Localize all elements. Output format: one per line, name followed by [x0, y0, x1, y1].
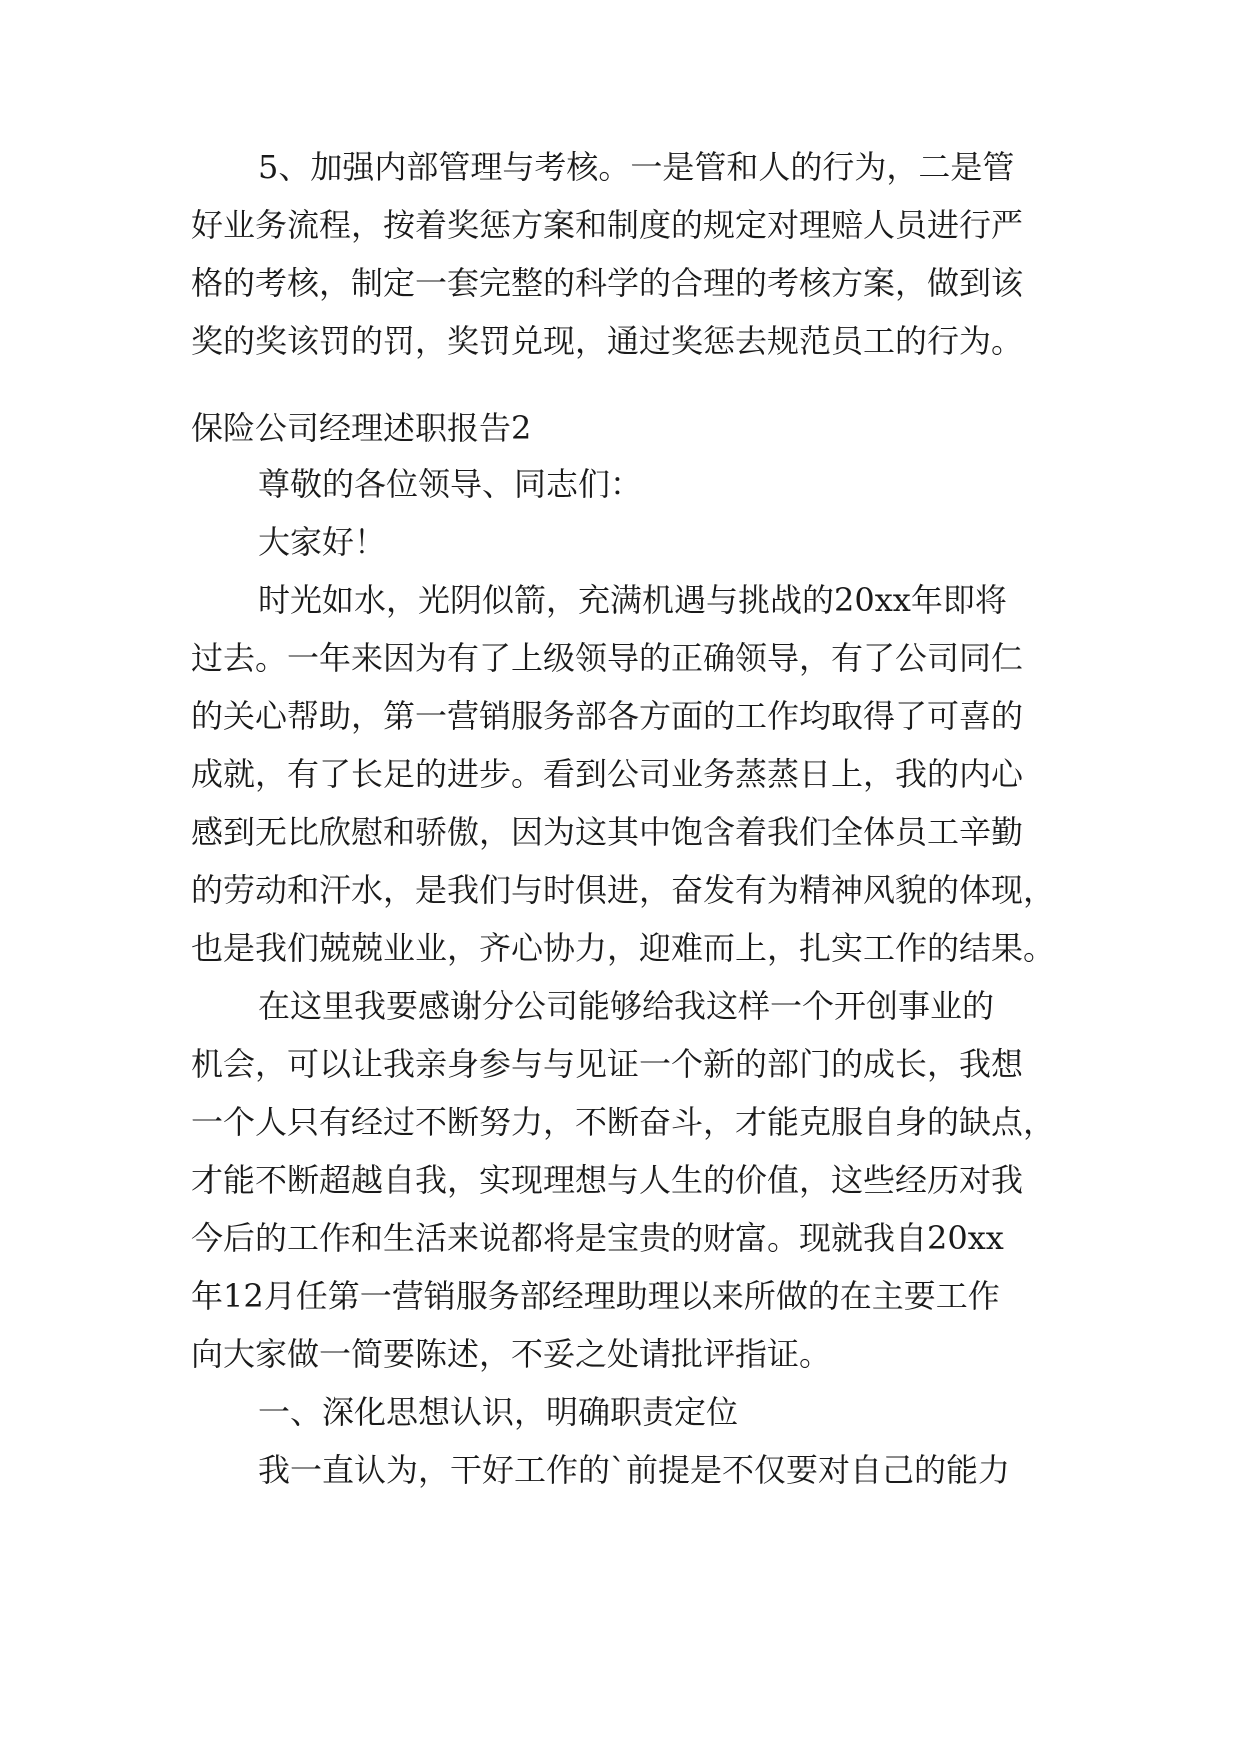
paragraph-line: 感到无比欣慰和骄傲，因为这其中饱含着我们全体员工辛勤 [191, 813, 1024, 851]
paragraph-line: 在这里我要感谢分公司能够给我这样一个开创事业的 [258, 987, 995, 1025]
paragraph-line: 才能不断超越自我，实现理想与人生的价值，这些经历对我 [191, 1161, 1024, 1199]
section-heading: 一、深化思想认识，明确职责定位 [258, 1393, 739, 1431]
paragraph-line: 一个人只有经过不断努力，不断奋斗，才能克服自身的缺点， [191, 1103, 1056, 1141]
section-title: 保险公司经理述职报告2 [191, 409, 532, 447]
paragraph-line: 格的考核，制定一套完整的科学的合理的考核方案，做到该 [191, 264, 1024, 302]
paragraph-line: 也是我们兢兢业业，齐心协力，迎难而上，扎实工作的结果。 [191, 929, 1056, 967]
paragraph-line: 成就，有了长足的进步。看到公司业务蒸蒸日上，我的内心 [191, 755, 1024, 793]
greeting: 大家好！ [258, 523, 387, 561]
paragraph-line: 的劳动和汗水，是我们与时俱进，奋发有为精神风貌的体现， [191, 871, 1056, 909]
paragraph-line: 好业务流程，按着奖惩方案和制度的规定对理赔人员进行严 [191, 206, 1024, 244]
paragraph-line: 机会，可以让我亲身参与与见证一个新的部门的成长，我想 [191, 1045, 1024, 1083]
paragraph-line: 向大家做一简要陈述，不妥之处请批评指证。 [191, 1335, 832, 1373]
paragraph-line: 5、加强内部管理与考核。一是管和人的行为，二是管 [258, 148, 1015, 186]
paragraph-line: 时光如水，光阴似箭，充满机遇与挑战的20xx年即将 [258, 581, 1007, 619]
paragraph-line: 年12月任第一营销服务部经理助理以来所做的在主要工作 [191, 1277, 1000, 1315]
paragraph-line: 奖的奖该罚的罚，奖罚兑现，通过奖惩去规范员工的行为。 [191, 322, 1024, 360]
salutation: 尊敬的各位领导、同志们： [258, 465, 643, 503]
paragraph-line: 过去。一年来因为有了上级领导的正确领导，有了公司同仁 [191, 639, 1024, 677]
paragraph-line: 我一直认为，干好工作的`前提是不仅要对自己的能力 [258, 1451, 1011, 1489]
paragraph-line: 的关心帮助，第一营销服务部各方面的工作均取得了可喜的 [191, 697, 1024, 735]
paragraph-line: 今后的工作和生活来说都将是宝贵的财富。现就我自20xx [191, 1219, 1004, 1257]
